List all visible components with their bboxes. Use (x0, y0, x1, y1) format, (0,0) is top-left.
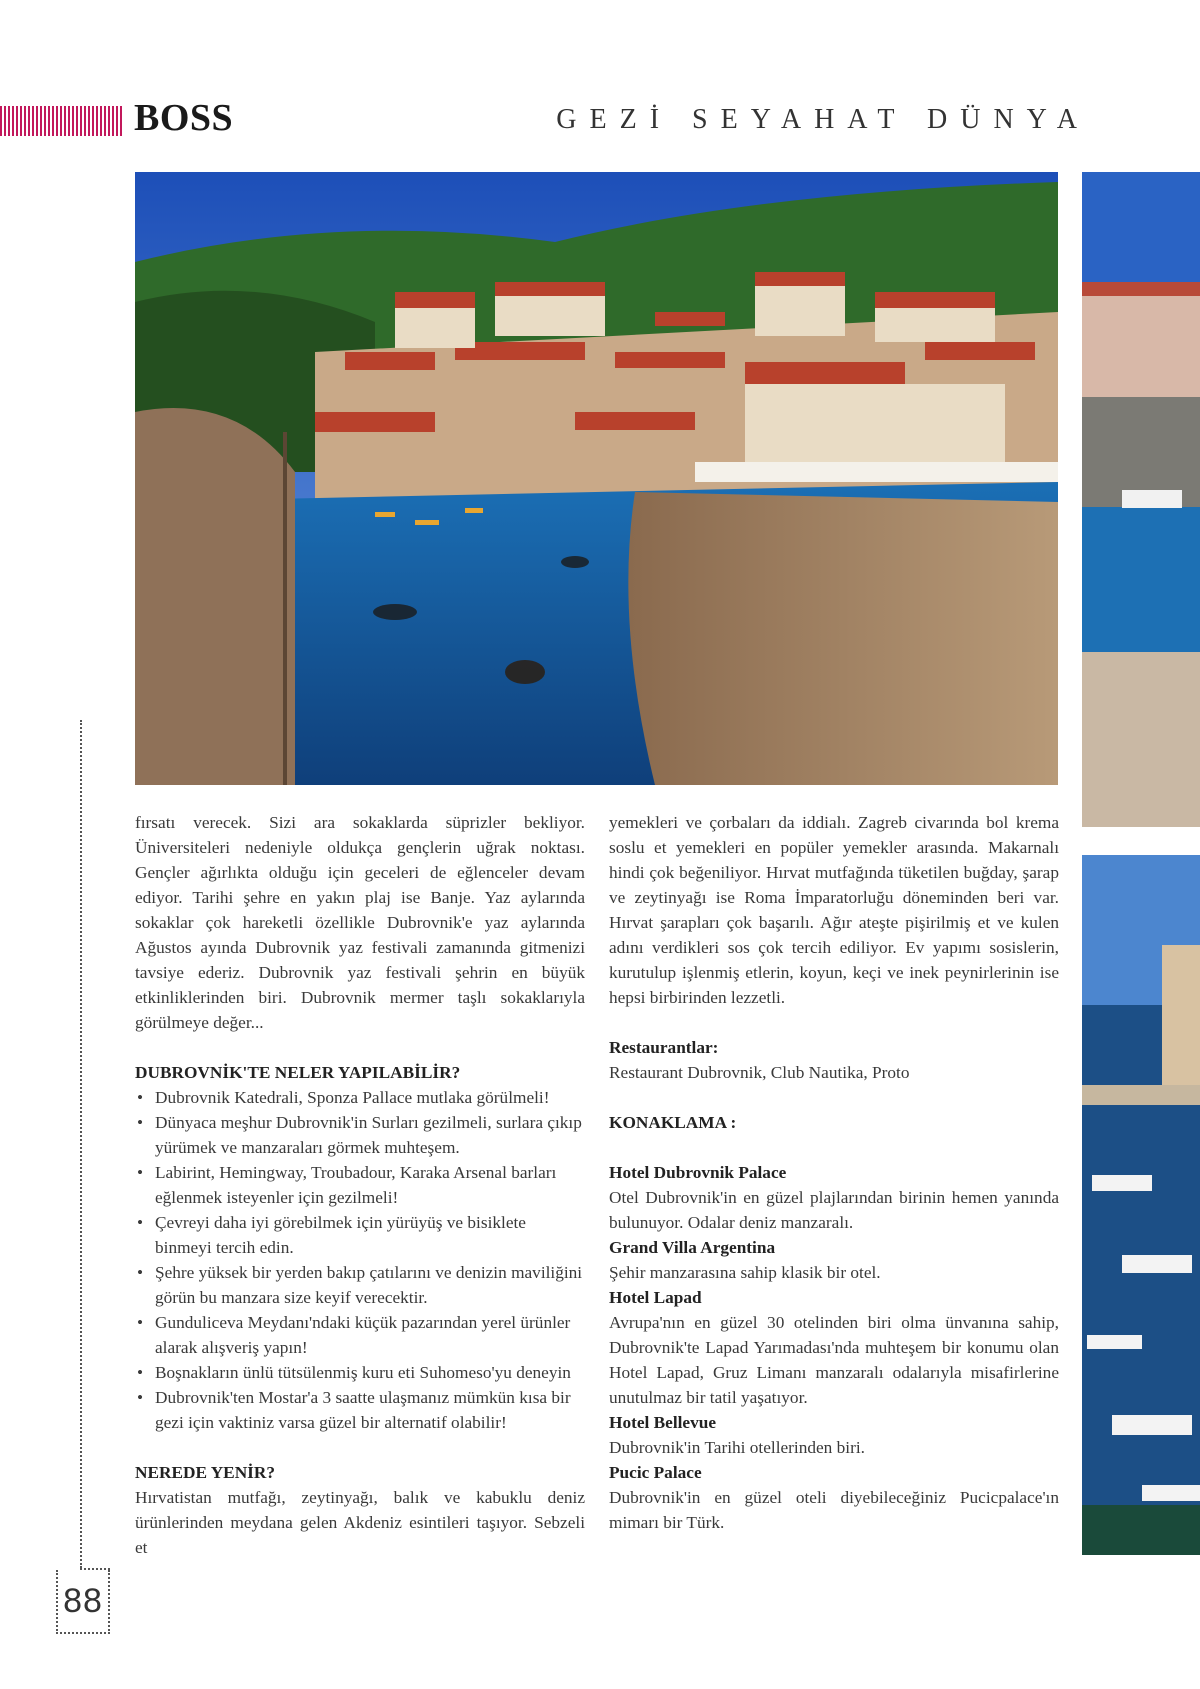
article-left-column (135, 810, 585, 1560)
hotel-description: Dubrovnik'in Tarihi otellerinden biri. (609, 1438, 865, 1457)
side-photo-old-town (1082, 172, 1200, 827)
hotel-name: Hotel Bellevue (609, 1413, 717, 1432)
section-title: GEZİ SEYAHAT DÜNYA (556, 104, 1090, 135)
hotel-description: Otel Dubrovnik'in en güzel plajlarından birinin hemen yanında bulunuyor. Odalar deniz manzaralı. (609, 1188, 1059, 1232)
intro-paragraph: fırsatı verecek. Sizi ara sokaklarda süprizler bekliyor. Üniversiteleri nedeniyle oldukça gençlerin uğrak noktası. Gençler ağırlıkta olduğu için geceleri de eğlenceler devam ediyor. Tarihi şehre en yakın plaj ise Banje. Yaz aylarında sokaklar çok hareketli özellikle Dubrovnik'e yaz aylarında Ağustos ayında Dubrovnik yaz festivali zamanında gitmenizi tavsiye ederiz. Dubrovnik yaz festivali şehrin en büyük etkinliklerinden biri. Dubrovnik mermer taşlı sokaklarıyla görülmeye değer... (135, 813, 585, 1032)
eat-continued-paragraph: yemekleri ve çorbaları da iddialı. Zagreb civarında bol krema soslu et yemekleri en popüler yemekler arasında. Makarnalı hindi çok beğeniliyor. Hırvat mutfağında tüketilen buğday, şarap ve zeytinyağı ise Roma İmparatorluğu döneminden beri var. Hırvat şarapları çok başarılı. Ağır ateşte pişirilmiş et ve kulen adını verdikleri sos çok tercih ediliyor. Ev yapımı sosislerin, kurutulup işlenmiş etlerin, koyun, keçi ve inek peynirlerinin ise hepsi birbirinden lezzetli. (609, 813, 1059, 1007)
todo-heading: DUBROVNİK'TE NELER YAPILABİLİR? (135, 1063, 461, 1082)
list-item: • Labirint, Hemingway, Troubadour, Karaka Arsenal barları eğlenmek isteyenler için gezilmeli! (135, 1160, 585, 1210)
list-item: • Gunduliceva Meydanı'ndaki küçük pazarından yerel ürünler alarak alışveriş yapın! (135, 1310, 585, 1360)
lodging-heading: KONAKLAMA : (609, 1113, 737, 1132)
hotel-name: Grand Villa Argentina (609, 1238, 776, 1257)
hotel-name: Pucic Palace (609, 1463, 702, 1482)
article-right-column (609, 810, 1059, 1535)
eat-paragraph: Hırvatistan mutfağı, zeytinyağı, balık ve kabuklu deniz ürünlerinden meydana gelen Akdeniz esintileri taşıyor. Sebzeli et (135, 1488, 585, 1557)
hotel-description: Avrupa'nın en güzel 30 otelinden biri olma ünvanına sahip, Dubrovnik'te Lapad Yarımadası'nda muhteşem bir konumu olan Hotel Lapad, Gruz Limanı manzaralı odalarıyla misafirlerine unutulmaz bir tatil yaşatıyor. (609, 1313, 1059, 1407)
list-item: • Şehre yüksek bir yerden bakıp çatılarını ve denizin maviliğini görün bu manzara size keyif verecektir. (135, 1260, 585, 1310)
list-item: • Çevreyi daha iyi görebilmek için yürüyüş ve bisiklete binmeyi tercih edin. (135, 1210, 585, 1260)
restaurants-list: Restaurant Dubrovnik, Club Nautika, Proto (609, 1063, 910, 1082)
list-item: • Dubrovnik'ten Mostar'a 3 saatte ulaşmanız mümkün kısa bir gezi için vaktiniz varsa güzel bir alternatif olabilir! (135, 1385, 585, 1435)
restaurants-heading: Restaurantlar: (609, 1038, 719, 1057)
eat-heading: NEREDE YENİR? (135, 1463, 276, 1482)
hotel-name: Hotel Dubrovnik Palace (609, 1163, 787, 1182)
list-item: • Boşnakların ünlü tütsülenmiş kuru eti Suhomeso'yu deneyin (135, 1360, 585, 1385)
header-stripes (0, 106, 122, 136)
side-photo-harbour-boats (1082, 855, 1200, 1555)
page-marker-line (80, 720, 82, 1568)
list-item: • Dünyaca meşhur Dubrovnik'in Surları gezilmeli, surlara çıkıp yürümek ve manzaraları görmek muhteşem. (135, 1110, 585, 1160)
magazine-brand: BOSS (134, 97, 234, 139)
todo-list (135, 1085, 585, 1435)
hotel-description: Şehir manzarasına sahip klasik bir otel. (609, 1263, 881, 1282)
page-number: 88 (63, 1582, 103, 1620)
dubrovnik-harbour-photo (135, 172, 1058, 785)
hotel-description: Dubrovnik'in en güzel oteli diyebileceğiniz Pucicpalace'ın mimarı bir Türk. (609, 1488, 1059, 1532)
hotel-name: Hotel Lapad (609, 1288, 702, 1307)
list-item: • Dubrovnik Katedrali, Sponza Pallace mutlaka görülmeli! (135, 1085, 585, 1110)
